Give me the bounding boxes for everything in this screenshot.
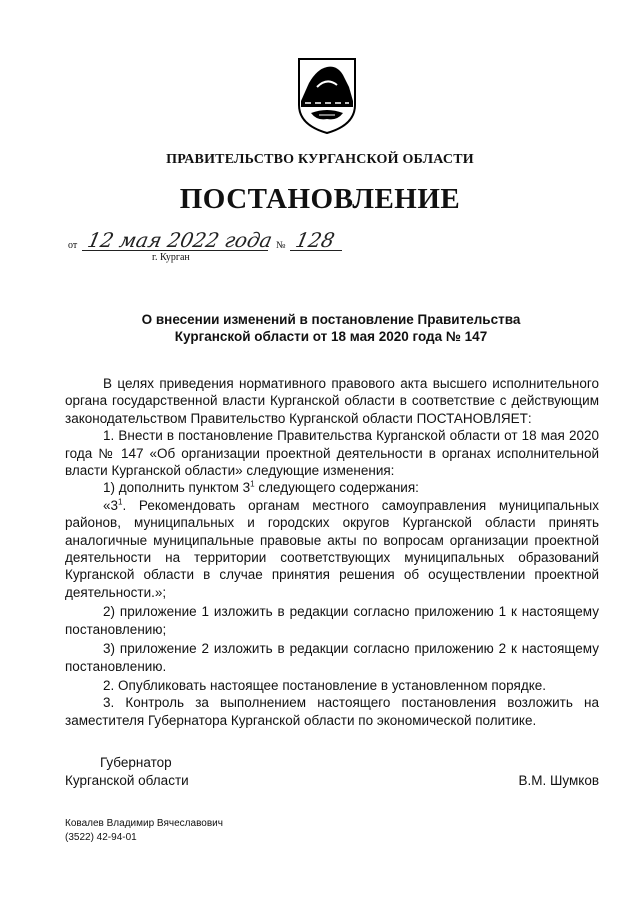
- date-from-label: от: [68, 240, 78, 251]
- document-type-title: ПОСТАНОВЛЕНИЕ: [179, 183, 461, 215]
- organization-title: ПРАВИТЕЛЬСТВО КУРГАНСКОЙ ОБЛАСТИ: [166, 152, 474, 167]
- subject-line-1: О внесении изменений в постановление Правительства: [141, 312, 521, 327]
- paragraph-subitem-1: [65, 479, 599, 496]
- executor-contact: [65, 817, 223, 845]
- city-label: г. Курган: [152, 252, 190, 263]
- paragraph-subitem-1-tail: следующего содержания:: [254, 480, 419, 496]
- executor-name: Ковалев Владимир Вячеславович: [65, 818, 223, 829]
- executor-phone: (3522) 42-94-01: [65, 832, 137, 843]
- paragraph-subitem-1-text: 1) дополнить пунктом 3: [103, 480, 251, 496]
- paragraph-subitem-2: 2) приложение 1 изложить в редакции согласно приложению 1 к настоящему постановлению;: [65, 604, 599, 637]
- superscript: 1: [118, 497, 123, 507]
- signatory-title: Губернатор: [100, 755, 172, 770]
- document-subject: [0, 311, 640, 345]
- paragraph-new-point: [65, 497, 599, 601]
- handwritten-number: 128: [293, 228, 337, 252]
- paragraph-item-1: 1. Внести в постановление Правительства Курганской области от 18 мая 2020 года № 147 «Об организации проектной деятельности в органах исполнительной власти Курганской области» следующие изменения:: [65, 428, 599, 479]
- handwritten-date: 12 мая 2022 года: [85, 228, 275, 252]
- paragraph-preamble: В целях приведения нормативного правового акта высшего исполнительного органа государственной власти Курганской области в соответствие с действующим законодательством Правительство Курганской области ПОСТАНОВЛЯЕТ:: [65, 376, 599, 426]
- date-number-line: [68, 228, 368, 258]
- subject-line-2: Курганской области от 18 мая 2020 года № 147: [174, 329, 488, 344]
- paragraph-new-point-text: . Рекомендовать органам местного самоуправления муниципальных районов, муниципальных и городских округов Курганской области принять аналогичные муниципальные правовые акты по вопросам организации проектной деятельности на территории соответствующих муниципальных образований Курганской области в случае принятия решения об осуществлении проектной деятельности.»;: [65, 497, 599, 600]
- signatory-name: В.М. Шумков: [518, 773, 599, 788]
- paragraph-item-2: 2. Опубликовать настоящее постановление в установленном порядке.: [103, 677, 547, 693]
- paragraph-new-point-start: «3: [103, 497, 119, 513]
- paragraph-subitem-3: 3) приложение 2 изложить в редакции согласно приложению 2 к настоящему постановлению.: [65, 641, 599, 674]
- signatory-region: Курганской области: [65, 773, 189, 788]
- kurgan-region-coat-of-arms-icon: [297, 57, 357, 135]
- paragraph-item-3: 3. Контроль за выполнением настоящего постановления возложить на заместителя Губернатора Курганской области по экономической политике.: [65, 695, 599, 728]
- number-label: №: [276, 240, 286, 251]
- document-body: [65, 375, 599, 729]
- superscript: 1: [250, 479, 255, 489]
